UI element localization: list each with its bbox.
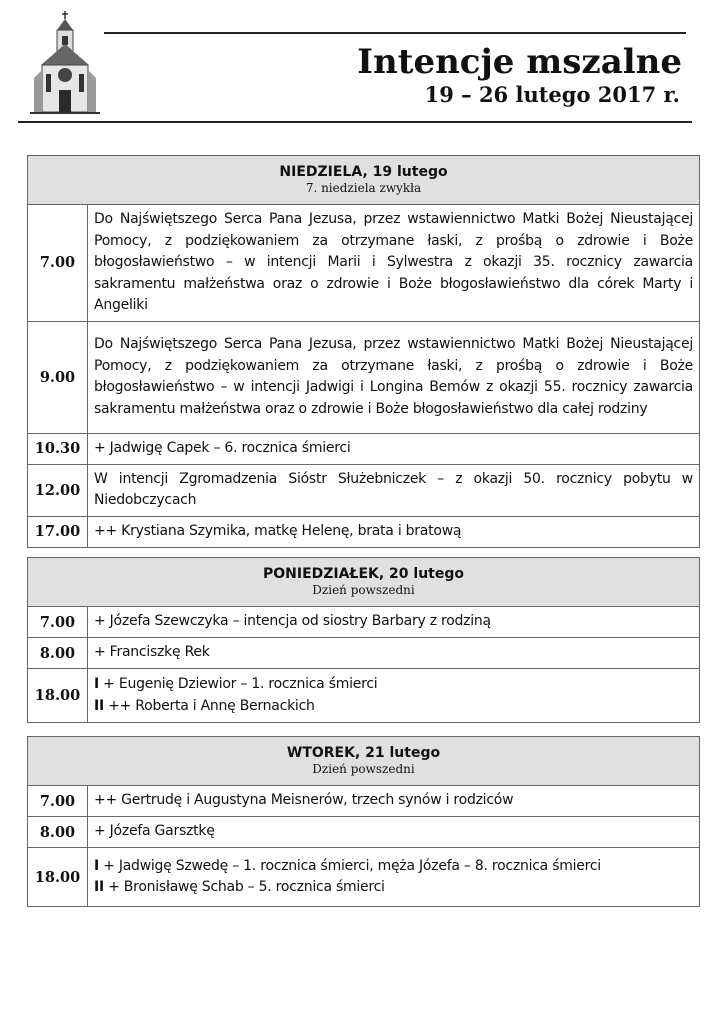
- mass-row: [28, 817, 700, 848]
- mass-row: [28, 669, 700, 723]
- mass-intention: ++ Krystiana Szymika, matkę Helenę, brata i bratową: [88, 516, 700, 547]
- intention-number: II: [94, 879, 104, 895]
- church-logo-icon: [28, 10, 102, 118]
- mass-row: [28, 433, 700, 464]
- intention-number: I: [94, 857, 99, 874]
- mass-time: 17.00: [28, 516, 88, 547]
- day-table-monday: [27, 557, 700, 723]
- mass-time: 12.00: [28, 464, 88, 516]
- day-table-tuesday: [27, 736, 700, 907]
- intention-number: I: [94, 676, 99, 692]
- mass-row: [28, 848, 700, 907]
- mass-intention: W intencji Zgromadzenia Sióstr Służebniczek – z okazji 50. rocznicy pobytu w Niedobczycach: [88, 464, 700, 516]
- intention-line: [94, 856, 693, 878]
- day-header: [28, 156, 700, 205]
- day-name: WTOREK, 21 lutego: [286, 745, 441, 761]
- mass-time: 10.30: [28, 433, 88, 464]
- mass-intention: [88, 669, 700, 723]
- mass-intention: [88, 848, 700, 907]
- mass-intention: Do Najświętszego Serca Pana Jezusa, przez wstawiennictwo Matki Bożej Nieustającej Pomocy, z podziękowaniem za otrzymane łaski, z prośbą o zdrowie i Boże błogosławieństwo – w intencji Marii i Sylwestra z okazji 35. rocznicy zawarcia sakramentu małżeństwa oraz o zdrowie i Boże błogosławieństwo dla córek Marty i Angeliki: [88, 205, 700, 322]
- mass-intention: + Józefa Garsztkę: [88, 817, 700, 848]
- header-rule-top: [104, 32, 686, 34]
- intention-text: + Bronisławę Schab – 5. rocznica śmierci: [108, 879, 385, 895]
- mass-time: 7.00: [28, 205, 88, 322]
- mass-row: [28, 321, 700, 433]
- mass-time: 18.00: [28, 848, 88, 907]
- mass-time: 8.00: [28, 817, 88, 848]
- day-table-sunday: [27, 155, 700, 548]
- mass-time: 7.00: [28, 786, 88, 817]
- header-rule-bottom: [18, 121, 692, 123]
- day-subtitle: 7. niedziela zwykła: [305, 181, 422, 195]
- mass-row: [28, 205, 700, 322]
- page-date-range: 19 – 26 lutego 2017 r.: [424, 82, 680, 107]
- intention-text: + Eugenię Dziewior – 1. rocznica śmierci: [103, 676, 378, 692]
- mass-row: [28, 464, 700, 516]
- day-subtitle: Dzień powszedni: [312, 762, 415, 776]
- mass-row: [28, 607, 700, 638]
- intention-line: [94, 674, 693, 696]
- day-header: [28, 558, 700, 607]
- mass-row: [28, 786, 700, 817]
- mass-intention: ++ Gertrudę i Augustyna Meisnerów, trzech synów i rodziców: [88, 786, 700, 817]
- mass-intention: + Franciszkę Rek: [88, 638, 700, 669]
- day-header: [28, 737, 700, 786]
- mass-time: 7.00: [28, 607, 88, 638]
- mass-intention: Do Najświętszego Serca Pana Jezusa, przez wstawiennictwo Matki Bożej Nieustającej Pomocy, z podziękowaniem za otrzymane łaski, z prośbą o zdrowie i Boże błogosławieństwo – w intencji Jadwigi i Longina Bemów z okazji 55. rocznicy zawarcia sakramentu małżeństwa oraz o zdrowie i Boże błogosławieństwo dla całej rodziny: [88, 321, 700, 433]
- mass-intention: + Jadwigę Capek – 6. rocznica śmierci: [88, 433, 700, 464]
- page-title: Intencje mszalne: [357, 42, 682, 82]
- day-name: PONIEDZIAŁEK, 20 lutego: [262, 566, 464, 582]
- mass-row: [28, 516, 700, 547]
- intention-line: [94, 877, 693, 899]
- day-name: NIEDZIELA, 19 lutego: [279, 164, 448, 180]
- mass-time: 9.00: [28, 321, 88, 433]
- intention-line: [94, 696, 693, 718]
- mass-intention: + Józefa Szewczyka – intencja od siostry Barbary z rodziną: [88, 607, 700, 638]
- mass-time: 18.00: [28, 669, 88, 723]
- intention-text: + Jadwigę Szwedę – 1. rocznica śmierci, męża Józefa – 8. rocznica śmierci: [103, 857, 601, 874]
- mass-row: [28, 638, 700, 669]
- intention-number: II: [94, 697, 104, 714]
- mass-time: 8.00: [28, 638, 88, 669]
- day-subtitle: Dzień powszedni: [312, 583, 415, 597]
- intention-text: ++ Roberta i Annę Bernackich: [108, 697, 315, 714]
